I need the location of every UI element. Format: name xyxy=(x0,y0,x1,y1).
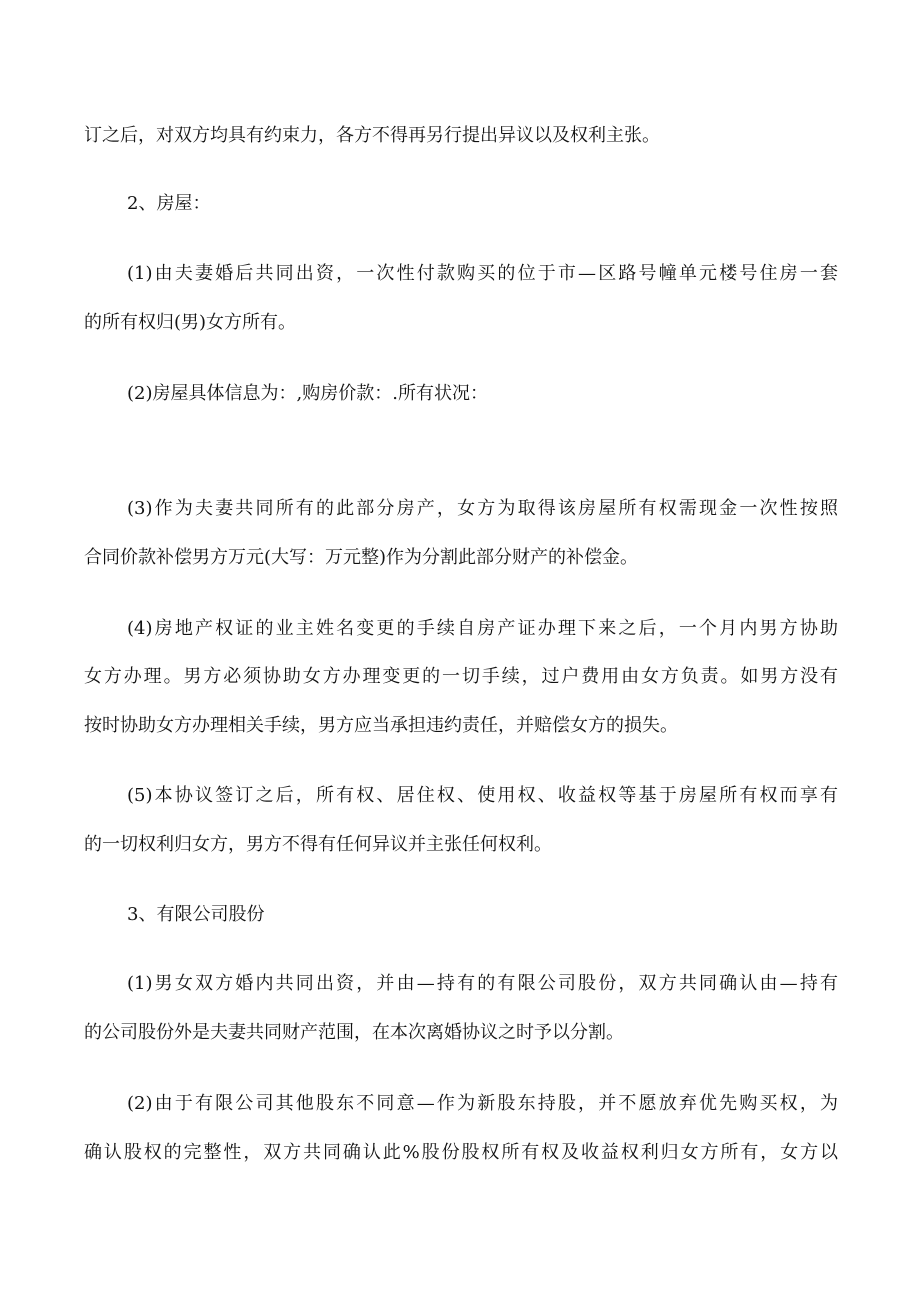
paragraph-line: (1)由夫妻婚后共同出资，一次性付款购买的位于市—区路号幢单元楼号住房一套 xyxy=(127,263,838,284)
paragraph-line: 确认股权的完整性，双方共同确认此%股份股权所有权及收益权利归女方所有，女方以 xyxy=(84,1142,838,1163)
paragraph-line: (4)房地产权证的业主姓名变更的手续自房产证办理下来之后，一个月内男方协助 xyxy=(127,618,838,639)
paragraph-line: (2)由于有限公司其他股东不同意—作为新股东持股，并不愿放弃优先购买权，为 xyxy=(127,1093,838,1114)
section-heading-shares: 3、有限公司股份 xyxy=(127,904,265,925)
paragraph-line: 合同价款补偿男方万元(大写：万元整)作为分割此部分财产的补偿金。 xyxy=(84,547,639,568)
paragraph-line: 女方办理。男方必须协助女方办理变更的一切手续，过户费用由女方负责。如男方没有 xyxy=(84,666,838,687)
paragraph-line: 按时协助女方办理相关手续，男方应当承担违约责任，并赔偿女方的损失。 xyxy=(84,715,678,736)
paragraph-line: (1)男女双方婚内共同出资，并由—持有的有限公司股份，双方共同确认由—持有 xyxy=(127,973,838,994)
paragraph-line: 的公司股份外是夫妻共同财产范围，在本次离婚协议之时予以分割。 xyxy=(84,1022,624,1043)
paragraph-line: 的所有权归(男)女方所有。 xyxy=(84,312,297,333)
paragraph-line: 订之后，对双方均具有约束力，各方不得再另行提出异议以及权利主张。 xyxy=(84,125,660,146)
paragraph-line: (2)房屋具体信息为：,购房价款：.所有状况： xyxy=(127,383,488,404)
paragraph-line: (5)本协议签订之后，所有权、居住权、使用权、收益权等基于房屋所有权而享有 xyxy=(127,785,838,806)
section-heading-house: 2、房屋： xyxy=(127,193,211,214)
paragraph-line: 的一切权利归女方，男方不得有任何异议并主张任何权利。 xyxy=(84,834,552,855)
paragraph-line: (3)作为夫妻共同所有的此部分房产，女方为取得该房屋所有权需现金一次性按照 xyxy=(127,498,838,519)
